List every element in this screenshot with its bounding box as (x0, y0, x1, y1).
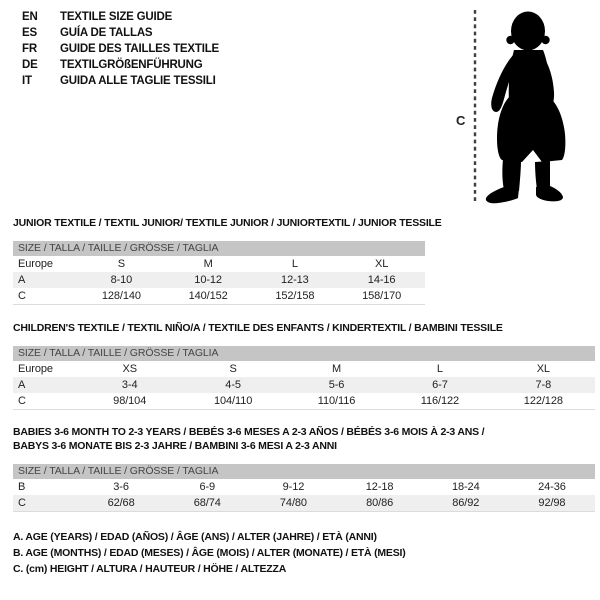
language-guide-title: GUÍA DE TALLAS (60, 27, 153, 39)
row-label: A (18, 379, 26, 391)
row-value-cell: 116/122 (420, 395, 460, 407)
table-title-line: BABYS 3-6 MONATE BIS 2-3 JAHRE / BAMBINI 3-6 MESI A 2-3 ANNI (13, 440, 337, 452)
language-code: ES (22, 27, 37, 39)
row-value-cell: 98/104 (113, 395, 147, 407)
row-value-cell: 8-10 (110, 274, 133, 286)
row-value-cell: M (203, 258, 213, 270)
row-value-cell: 158/170 (362, 290, 402, 302)
row-value-cell: XS (122, 363, 137, 375)
table-header-band: SIZE / TALLA / TAILLE / GRÖSSE / TAGLIA (13, 464, 595, 479)
legend-block (13, 529, 406, 577)
language-code: EN (22, 11, 38, 23)
row-value-cell: 6-9 (199, 481, 216, 493)
language-row (22, 73, 219, 89)
table-row (13, 361, 595, 377)
language-row (22, 57, 219, 73)
table-row (13, 272, 425, 288)
size-table-section-junior (13, 216, 442, 305)
height-c-label: C (456, 113, 466, 128)
legend-line: A. AGE (YEARS) / EDAD (AÑOS) / ÂGE (ANS) / ALTER (JAHRE) / ETÀ (ANNI) (13, 531, 377, 543)
row-value-cell: 4-5 (225, 379, 241, 391)
language-row (22, 41, 219, 57)
row-value-cell: L (436, 363, 443, 375)
row-label: C (18, 497, 26, 509)
table-rows (13, 256, 425, 305)
size-table-section-children (13, 321, 595, 410)
table-row (13, 377, 595, 393)
row-value-cell: XL (374, 258, 389, 270)
table-row (13, 495, 595, 511)
row-value-cell: L (291, 258, 298, 270)
row-value-cell: 80/86 (366, 497, 394, 509)
table-header-band: SIZE / TALLA / TAILLE / GRÖSSE / TAGLIA (13, 241, 425, 256)
baby-silhouette-icon (486, 12, 566, 204)
height-figure (440, 5, 600, 210)
table-row (13, 256, 425, 272)
row-value-cell: 3-4 (121, 379, 138, 391)
legend-line: B. AGE (MONTHS) / EDAD (MESES) / ÂGE (MOIS) / ALTER (MONATE) / ETÀ (MESI) (13, 547, 406, 559)
language-title-list (22, 9, 219, 89)
row-value-cell: 6-7 (432, 379, 448, 391)
row-value-cell: XL (536, 363, 550, 375)
row-value-cell: 10-12 (194, 274, 222, 286)
table-rows (13, 361, 595, 410)
row-value-cell: 86/92 (452, 497, 480, 509)
row-value-cell: 128/140 (101, 290, 141, 302)
row-value-cell: 5-6 (328, 379, 345, 391)
row-value-cell: M (331, 363, 342, 375)
table-title-line: BABIES 3-6 MONTH TO 2-3 YEARS / BEBÉS 3-6 MESES A 2-3 AÑOS / BÉBÉS 3-6 MOIS À 2-3 ANS / (13, 426, 485, 438)
language-code: FR (22, 43, 37, 55)
row-value-cell: 12-13 (281, 274, 309, 286)
table-row (13, 288, 425, 304)
row-value-cell: 122/128 (523, 395, 563, 407)
row-label: A (18, 274, 26, 286)
row-value-cell: 74/80 (279, 497, 307, 509)
row-value-cell: 18-24 (451, 481, 480, 493)
language-code: DE (22, 59, 38, 71)
row-value-cell: 92/98 (538, 497, 566, 509)
row-value-cell: 3-6 (113, 481, 129, 493)
language-guide-title: GUIDA ALLE TAGLIE TESSILI (60, 75, 216, 87)
row-value-cell: S (229, 363, 237, 375)
row-value-cell: 7-8 (535, 379, 552, 391)
table-rows (13, 479, 595, 512)
table-header-band: SIZE / TALLA / TAILLE / GRÖSSE / TAGLIA (13, 346, 595, 361)
row-label: B (18, 481, 26, 493)
row-value-cell: 68/74 (193, 497, 221, 509)
row-value-cell: 9-12 (282, 481, 305, 493)
table-row (13, 479, 595, 495)
language-guide-title: TEXTILGRÖßENFÜHRUNG (60, 59, 203, 71)
row-value-cell: 140/152 (188, 290, 228, 302)
table-title-line: JUNIOR TEXTILE / TEXTIL JUNIOR/ TEXTILE JUNIOR / JUNIORTEXTIL / JUNIOR TESSILE (13, 217, 442, 229)
language-row (22, 25, 219, 41)
row-value-cell: 104/110 (213, 395, 253, 407)
language-guide-title: GUIDE DES TAILLES TEXTILE (60, 43, 219, 55)
row-value-cell: 12-18 (365, 481, 394, 493)
row-label: C (18, 290, 26, 302)
legend-line: C. (cm) HEIGHT / ALTURA / HAUTEUR / HÖHE / ALTEZZA (13, 563, 287, 575)
row-value-cell: S (117, 258, 125, 270)
language-code: IT (22, 75, 32, 87)
row-value-cell: 14-16 (367, 274, 396, 286)
row-label: Europe (18, 258, 53, 270)
table-row (13, 393, 595, 409)
row-value-cell: 152/158 (275, 290, 315, 302)
row-value-cell: 110/116 (317, 395, 356, 407)
row-value-cell: 62/68 (107, 497, 135, 509)
row-value-cell: 24-36 (538, 481, 566, 493)
row-label: C (18, 395, 26, 407)
table-title-line: CHILDREN'S TEXTILE / TEXTIL NIÑO/A / TEXTILE DES ENFANTS / KINDERTEXTIL / BAMBINI TESSILE (13, 322, 503, 334)
language-row (22, 9, 219, 25)
size-table-section-babies (13, 425, 595, 512)
language-guide-title: TEXTILE SIZE GUIDE (60, 11, 173, 23)
row-label: Europe (18, 363, 53, 375)
